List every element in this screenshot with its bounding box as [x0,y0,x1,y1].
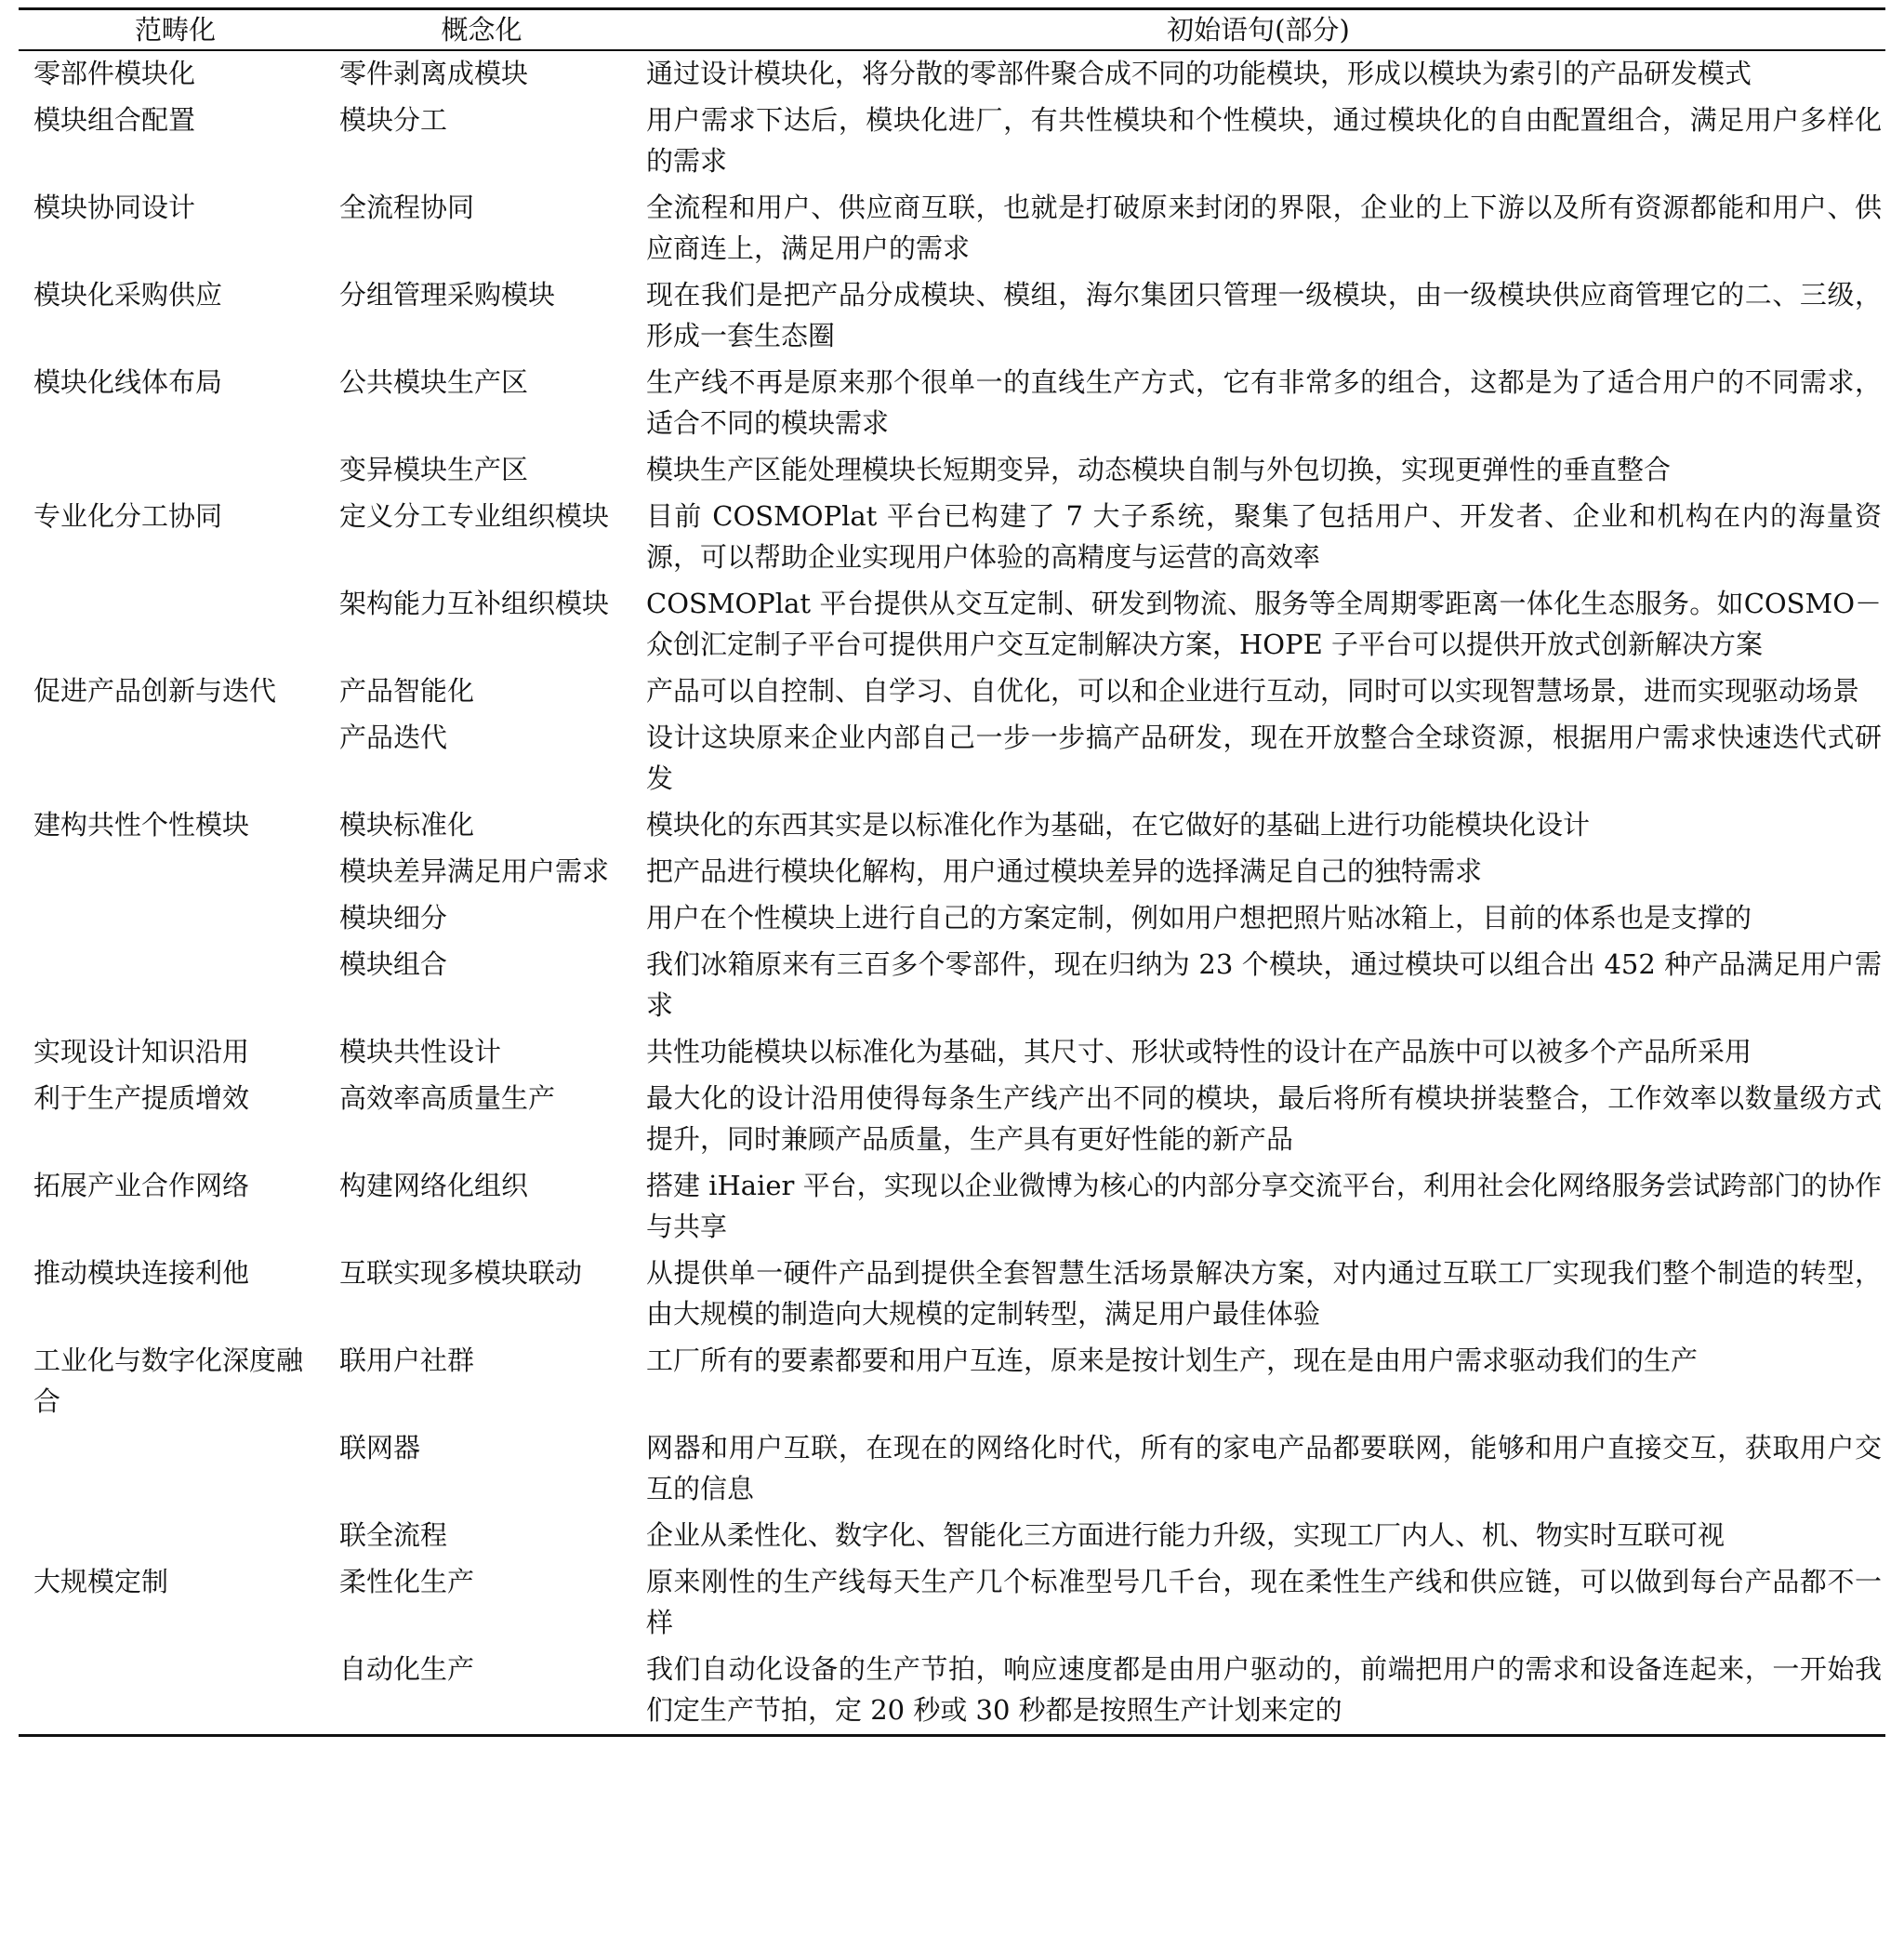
table-row [19,1425,1885,1513]
table-row [19,1647,1885,1736]
cell-category [19,715,332,802]
cell-category: 模块化采购供应 [33,279,223,311]
header-row [19,9,1885,51]
cell-concept: 自动化生产 [332,1647,631,1736]
cell-concept: 模块分工 [339,104,448,136]
table-row [19,272,1885,360]
cell-concept: 变异模块生产区 [339,454,529,485]
cell-sentence: 原来刚性的生产线每天生产几个标准型号几千台，现在柔性生产线和供应链，可以做到每台产品都不一样 [646,1566,1882,1638]
cell-concept: 全流程协同 [339,192,475,223]
table-body [19,50,1885,1736]
cell-sentence: 把产品进行模块化解构，用户通过模块差异的选择满足自己的独特需求 [646,855,1483,887]
table-row [19,1338,1885,1425]
cell-sentence: 我们冰箱原来有三百多个零部件，现在归纳为 23 个模块，通过模块可以组合出 452 种产品满足用户需求 [646,948,1882,1021]
header-concept: 概念化 [332,9,631,51]
cell-sentence: 模块生产区能处理模块长短期变异，动态模块自制与外包切换，实现更弹性的垂直整合 [646,454,1672,485]
table-header [19,9,1885,51]
cell-sentence: 全流程和用户、供应商互联，也就是打破原来封闭的界限，企业的上下游以及所有资源都能和用户、供应商连上，满足用户的需求 [646,192,1882,264]
cell-category: 推动模块连接利他 [33,1257,250,1289]
cell-category: 模块组合配置 [33,104,196,136]
cell-sentence: 生产线不再是原来那个很单一的直线生产方式，它有非常多的组合，这都是为了适合用户的不同需求，适合不同的模块需求 [646,366,1882,439]
table-row [19,895,1885,942]
cell-concept: 零件剥离成模块 [339,58,529,89]
cell-sentence: 用户需求下达后，模块化进厂，有共性模块和个性模块，通过模块化的自由配置组合，满足用户多样化的需求 [646,104,1882,177]
cell-category: 零部件模块化 [33,58,196,89]
cell-category: 利于生产提质增效 [33,1082,250,1114]
table-row [19,669,1885,715]
cell-concept: 分组管理采购模块 [339,279,556,311]
cell-concept: 公共模块生产区 [339,366,529,398]
table-row [19,447,1885,494]
cell-concept: 模块共性设计 [339,1036,502,1067]
table-row [19,1513,1885,1559]
table-row [19,185,1885,272]
cell-concept: 联用户社群 [339,1345,475,1376]
cell-concept: 高效率高质量生产 [339,1082,556,1114]
cell-sentence: 模块化的东西其实是以标准化作为基础，在它做好的基础上进行功能模块化设计 [646,809,1591,841]
cell-sentence: 企业从柔性化、数字化、智能化三方面进行能力升级，实现工厂内人、机、物实时互联可视 [646,1519,1726,1551]
table-row [19,802,1885,849]
table-row [19,50,1885,98]
cell-category: 拓展产业合作网络 [33,1170,250,1201]
cell-sentence: 共性功能模块以标准化为基础，其尺寸、形状或特性的设计在产品族中可以被多个产品所采用 [646,1036,1752,1067]
cell-category: 大规模定制 [33,1566,169,1597]
cell-concept: 联全流程 [339,1519,448,1551]
cell-category [19,1513,332,1559]
cell-category: 模块化线体布局 [33,366,223,398]
cell-category [19,849,332,895]
table-row [19,1029,1885,1076]
cell-concept: 产品智能化 [339,675,475,707]
cell-concept: 联网器 [339,1432,421,1464]
cell-sentence: 目前 COSMOPlat 平台已构建了 7 大子系统，聚集了包括用户、开发者、企业和机构在内的海量资源，可以帮助企业实现用户体验的高精度与运营的高效率 [646,500,1882,573]
coding-table [19,7,1885,1737]
cell-category: 工业化与数字化深度融合 [33,1345,304,1417]
cell-category [19,942,332,1029]
table-row [19,1559,1885,1647]
header-sentence: 初始语句(部分) [631,9,1885,51]
table-row [19,1163,1885,1251]
cell-category [19,447,332,494]
cell-concept: 模块组合 [339,948,448,980]
cell-concept: 定义分工专业组织模块 [339,500,610,532]
cell-concept: 架构能力互补组织模块 [339,588,610,619]
cell-sentence: 我们自动化设备的生产节拍，响应速度都是由用户驱动的，前端把用户的需求和设备连起来，一开始我们定生产节拍，定 20 秒或 30 秒都是按照生产计划来定的 [631,1647,1885,1736]
cell-category: 模块协同设计 [33,192,196,223]
cell-sentence: 产品可以自控制、自学习、自优化，可以和企业进行互动，同时可以实现智慧场景，进而实现驱动场景 [646,675,1860,707]
cell-category [19,895,332,942]
header-category: 范畴化 [19,9,332,51]
cell-concept: 柔性化生产 [339,1566,475,1597]
table-row [19,494,1885,581]
cell-sentence: 工厂所有的要素都要和用户互连，原来是按计划生产，现在是由用户需求驱动我们的生产 [646,1345,1699,1376]
table-row [19,98,1885,185]
cell-sentence: 搭建 iHaier 平台，实现以企业微博为核心的内部分享交流平台，利用社会化网络服务尝试跨部门的协作与共享 [646,1170,1882,1242]
table-row [19,360,1885,447]
cell-concept: 构建网络化组织 [339,1170,529,1201]
cell-concept: 互联实现多模块联动 [339,1257,583,1289]
table-row [19,849,1885,895]
cell-sentence: COSMOPlat 平台提供从交互定制、研发到物流、服务等全周期零距离一体化生态服务。如COSMO－众创汇定制子平台可提供用户交互定制解决方案，HOPE 子平台可以提供开放式创新解决方案 [646,588,1882,660]
cell-sentence: 通过设计模块化，将分散的零部件聚合成不同的功能模块，形成以模块为索引的产品研发模式 [646,58,1752,89]
table-row [19,581,1885,669]
cell-concept: 模块细分 [339,902,448,934]
table-row [19,715,1885,802]
cell-concept: 模块标准化 [339,809,475,841]
cell-category: 专业化分工协同 [33,500,223,532]
table-row [19,942,1885,1029]
cell-sentence: 网器和用户互联，在现在的网络化时代，所有的家电产品都要联网，能够和用户直接交互，获取用户交互的信息 [646,1432,1882,1504]
cell-sentence: 现在我们是把产品分成模块、模组，海尔集团只管理一级模块，由一级模块供应商管理它的二、三级，形成一套生态圈 [646,279,1882,351]
cell-concept: 产品迭代 [339,722,448,753]
table-row [19,1251,1885,1338]
table-row [19,1076,1885,1163]
cell-category [19,1425,332,1513]
cell-sentence: 从提供单一硬件产品到提供全套智慧生活场景解决方案，对内通过互联工厂实现我们整个制造的转型，由大规模的制造向大规模的定制转型，满足用户最佳体验 [646,1257,1882,1330]
cell-sentence: 最大化的设计沿用使得每条生产线产出不同的模块，最后将所有模块拼装整合，工作效率以数量级方式提升，同时兼顾产品质量，生产具有更好性能的新产品 [646,1082,1882,1155]
cell-sentence: 设计这块原来企业内部自己一步一步搞产品研发，现在开放整合全球资源，根据用户需求快速迭代式研发 [646,722,1882,794]
cell-category: 实现设计知识沿用 [33,1036,250,1067]
cell-category: 促进产品创新与迭代 [33,675,277,707]
cell-concept: 模块差异满足用户需求 [339,855,610,887]
cell-category [19,581,332,669]
cell-category: 建构共性个性模块 [33,809,250,841]
cell-sentence: 用户在个性模块上进行自己的方案定制，例如用户想把照片贴冰箱上，目前的体系也是支撑的 [646,902,1752,934]
cell-category [19,1647,332,1736]
